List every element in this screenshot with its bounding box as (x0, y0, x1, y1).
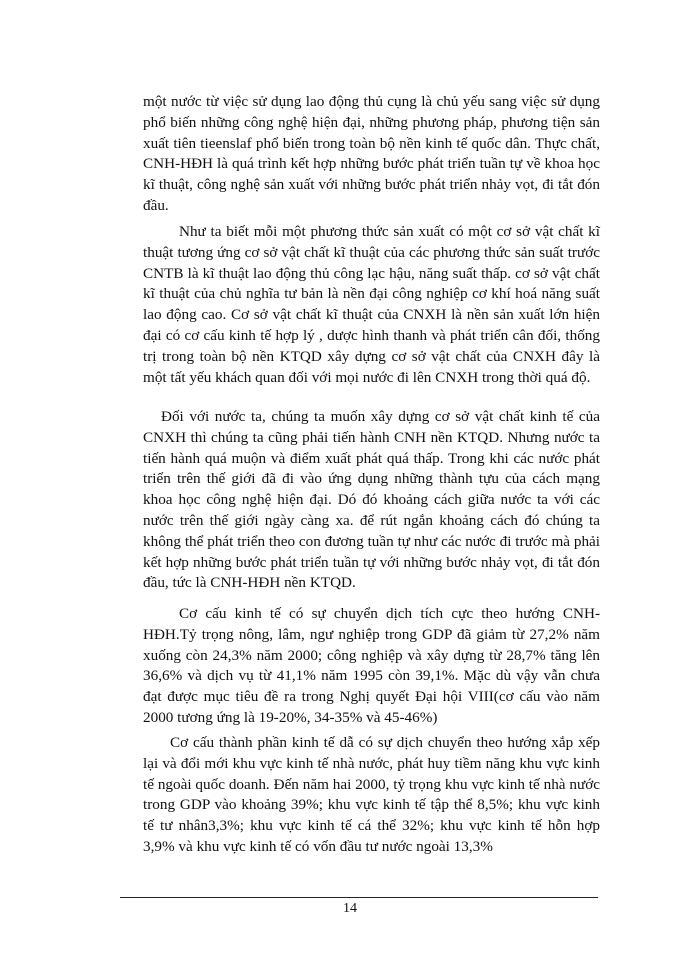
page-number: 14 (343, 901, 357, 916)
paragraph-2: Như ta biết mỗi một phương thức sản xuất có một cơ sở vật chất kĩ thuật tương ứng cơ sở vật chất kĩ thuật của các phương thức sản suất trước CNTB là kĩ thuật lao động thủ công lạc hậu, năng suất thấp. cơ sở vật chất kĩ thuật của chủ nghĩa tư bản là nền đại công nghiệp cơ khí hoá năng suất lao động cao. Cơ sở vật chất kĩ thuật của CNXH là nền sản xuất lớn hiện đại có cơ cấu kinh tế hợp lý , dược hình thanh và phát triển cân đối, thống trị trong toàn bộ nền KTQD xây dựng cơ sở vật chất của CNXH đây là một tất yếu khách quan đối với mọi nước đi lên CNXH trong thời quá độ. (143, 223, 600, 386)
paragraph-5: Cơ cấu thành phần kinh tế dẫ có sự dịch chuyển theo hướng xắp xếp lại và đổi mới khu vực kinh tế nhà nước, phát huy tiềm năng khu vực kinh tế ngoài quốc doanh. Đến năm hai 2000, tỷ trọng khu vực kinh tế nhà nước trong GDP vào khoảng 39%; khu vực kinh tế tập thể 8,5%; khu vực kinh tế tư nhân3,3%; khu vực kinh tế cá thể 32%; khu vực kinh tế hỗn hợp 3,9% và khu vực kinh tế có vốn đầu tư nước ngoài 13,3% (143, 734, 600, 855)
paragraph-4: Cơ cấu kinh tế có sự chuyển dịch tích cực theo hướng CNH-HĐH.Tỷ trọng nông, lâm, ngư nghiệp trong GDP đã giảm từ 27,2% năm xuống còn 24,3% năm 2000; công nghiệp và xây dựng từ 28,7% tăng lên 36,6% và dịch vụ từ 41,1% năm 1995 còn 39,1%. Mặc dù vậy vẫn chưa đạt được mục tiêu đề ra trong Nghị quyết Đại hội VIII(cơ cấu vào năm 2000 tương ứng là 19-20%, 34-35% và 45-46%) (143, 605, 600, 726)
paragraph-3: Đối với nước ta, chúng ta muốn xây dựng cơ sở vật chất kinh tế của CNXH thì chúng ta cũng phải tiến hành CNH nền KTQD. Nhưng nước ta tiến hành quá muộn và điểm xuất phát quá thấp. Trong khi các nước phát triển trên thế giới đã đi vào ứng dụng những thành tựu của cách mạng khoa học công nghệ hiện đại. Dó đó khoảng cách giữa nước ta với các nước trên thế giới ngày càng xa. để rút ngắn khoảng cách đó chúng ta không thể phát triển theo con đương tuần tự như các nước đi trước mà phải kết hợp những bước phát triển tuần tự với những bước nhảy vọt, đi tắt đón đầu, tức là CNH-HĐH nền KTQD. (143, 408, 600, 592)
paragraph-1: một nước từ việc sử dụng lao động thủ cụng là chủ yếu sang việc sử dụng phổ biến những công nghệ hiện đại, những phương pháp, phương tiện sản xuất tiên tieenslaf phổ biến trong toàn bộ nền kinh tế quốc dân. Thực chất, CNH-HĐH là quá trình kết hợp những bước phát triển tuần tự về khoa học kĩ thuật, công nghệ sản xuất với những bước phát triển nhảy vọt, đi tắt đón đầu. (143, 93, 600, 214)
footer-divider (120, 897, 598, 898)
